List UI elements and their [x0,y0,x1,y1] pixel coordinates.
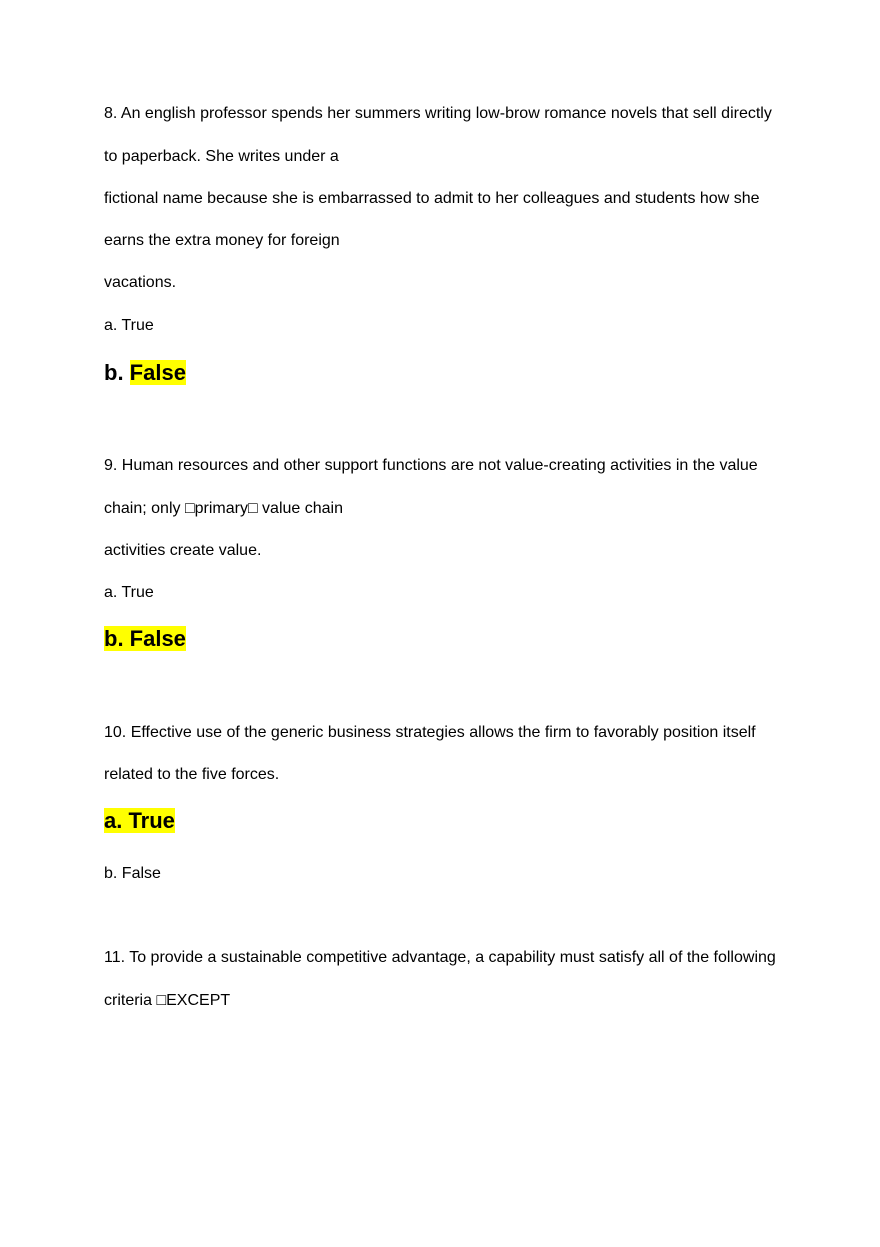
question-text-line: 8. An english professor spends her summers writing low-brow romance novels that sell directly [104,105,772,122]
question-text-line: 9. Human resources and other support functions are not value-creating activities in the value [104,457,758,474]
question-text-line: related to the five forces. [104,766,280,783]
question-text-line: 10. Effective use of the generic business strategies allows the firm to favorably position itself [104,724,756,741]
option-b: b. False [104,865,161,882]
question-text-line: activities create value. [104,542,262,559]
option-b-prefix: b. [104,360,130,385]
question-text-line: 11. To provide a sustainable competitive advantage, a capability must satisfy all of the following [104,949,776,966]
option-a: a. True [104,584,154,601]
option-a: a. True [104,317,154,334]
question-text-line: fictional name because she is embarrassed to admit to her colleagues and students how she [104,190,760,207]
question-text-line: chain; only □primary□ value chain [104,500,343,517]
question-text-line: criteria □EXCEPT [104,992,231,1009]
answer-highlight: a. True [104,808,175,833]
question-text-line: vacations. [104,274,177,291]
answer-highlight: False [129,360,186,385]
option-a-answer [104,808,175,834]
option-b-answer [104,626,186,652]
question-text-line: earns the extra money for foreign [104,232,340,249]
answer-highlight: b. False [104,626,186,651]
question-text-line: to paperback. She writes under a [104,148,339,165]
option-b-answer [104,360,186,386]
